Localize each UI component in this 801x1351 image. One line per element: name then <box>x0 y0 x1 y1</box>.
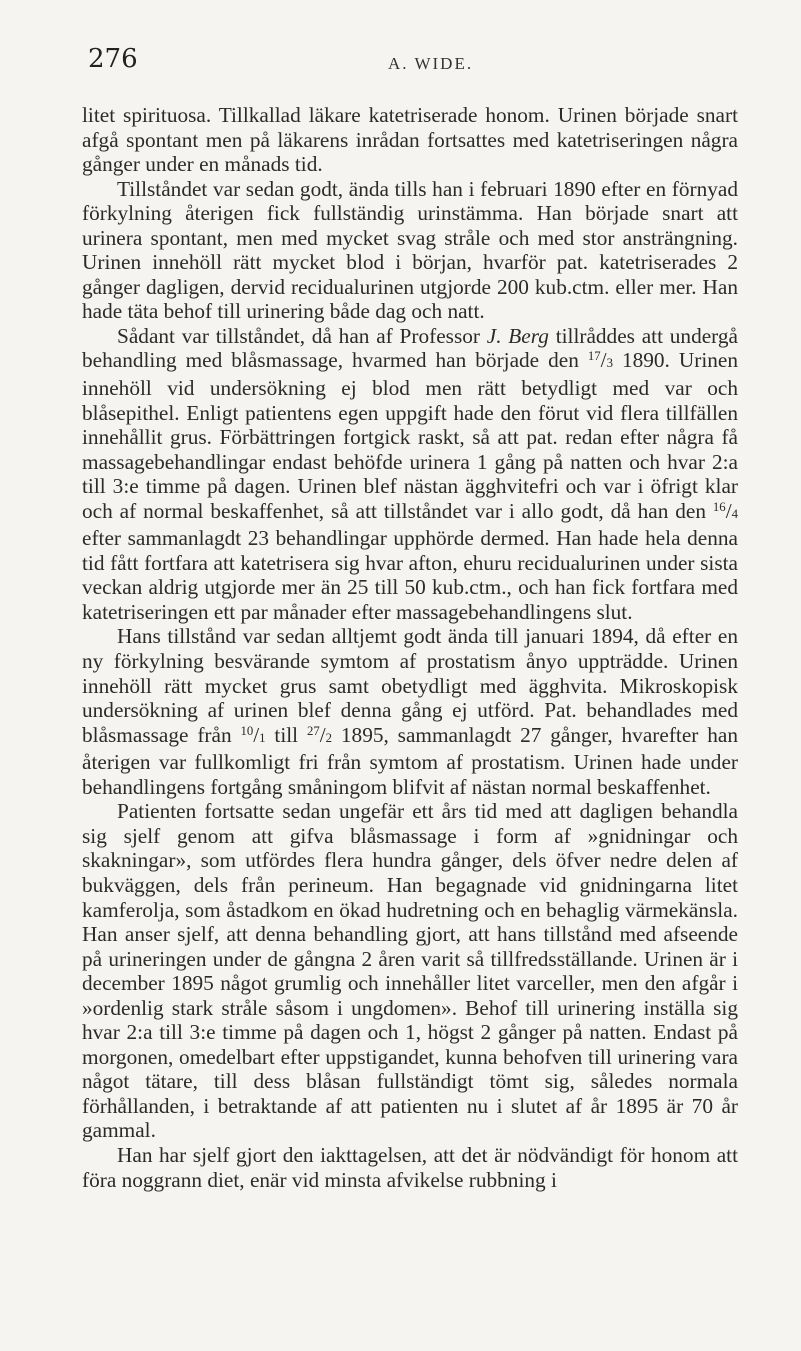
fraction-denominator: 3 <box>606 356 613 371</box>
text-run: litet spirituosa. Tillkallad läkare katetriserade honom. Urinen började snart afgå spontant men på läkarens inrådan fortsattes med katetriseringen några gånger under en månads tid. <box>82 103 738 177</box>
italic-name: J. Berg <box>486 323 549 348</box>
paragraph <box>82 103 738 177</box>
text-run: Patienten fortsatte sedan ungefär ett års tid med att dagligen behandla sig sjelf genom att gifva blåsmassage i form af »gnidningar och skakningar», som utfördes flera hundra gånger, dels öfver nedre delen af bukväggen, dels från perineum. Han begagnade vid gnidningarna litet kamferolja, som åstadkom en ökad hudretning och en behaglig värmekänsla. Han anser sjelf, att denna behandling gjort, att hans tillstånd med afseende på urineringen under de gångna 2 åren varit så tillfredsställande. Urinen är i december 1895 något grumlig och innehåller litet varceller, men den afgår i »ordenlig stark stråle såsom i ungdomen». Behof till urinering inställa sig hvar 2:a till 3:e timme på dagen och 1, högst 2 gånger på natten. Endast på morgonen, omedelbart efter uppstigandet, kunna behofven till urinering vara något tätare, till dess blåsan fullständigt tömt sig, således normala förhållanden, i betraktande af att patienten nu i slutet af år 1895 är 70 år gammal. <box>82 799 738 1143</box>
fraction-denominator: 2 <box>325 730 333 745</box>
paragraph <box>82 624 738 799</box>
paragraph <box>82 324 738 625</box>
fraction-denominator: 1 <box>259 730 266 745</box>
text-run: 1895, sammanlagdt 27 gånger, hvarefter han återigen var fullkomligt fri från symtom af prostatism. Urinen hade under behandlingens fortgång småningom blifvit af nästan normal beskaffenhet. <box>82 722 738 799</box>
text-run: Tillståndet var sedan godt, ända tills han i februari 1890 efter en förnyad förkylning återigen fick fullständig urinstämma. Han började snart att urinera spontant, men med mycket svag stråle och med stor ansträngning. Urinen innehöll rätt mycket blod i början, hvarför pat. katetriserades 2 gånger dagligen, dervid recidualurinen utgjorde 200 kub.ctm. eller mer. Han hade täta behof till urinering både dag och natt. <box>82 176 738 324</box>
fraction-numerator: 10 <box>240 723 254 738</box>
page-header <box>88 44 718 84</box>
date-fraction: $^{16}$/4 <box>712 498 738 523</box>
paragraph <box>82 799 738 1143</box>
text-run: tillråddes att undergå behandling med blåsmassage, hvarmed han började den <box>82 323 738 373</box>
fraction-denominator: 4 <box>731 506 738 521</box>
text-run: Han har sjelf gjort den iakttagelsen, att det är nödvändigt för honom att föra noggrann diet, enär vid minsta afvikelse rubbning i <box>82 1142 738 1192</box>
running-head: A. WIDE. <box>388 54 474 73</box>
page-number: 276 <box>88 44 138 74</box>
fraction-numerator: 27 <box>306 723 320 738</box>
text-run: 1890. Urinen innehöll vid undersökning ej blod men rätt betydligt med var och blåsepithel. Enligt patientens egen uppgift hade den förut vid flera tillfällen innehållit grus. Förbättringen fortgick raskt, så att pat. redan efter några få massagebehandlingar endast behöfde urinera 1 gång på natten och hvar 2:a till 3:e timme på dagen. Urinen blef nästan ägghvitefri och var i öfrigt klar och af normal beskaffenhet, så att tillståndet var i allo godt, då han den <box>82 348 738 523</box>
text-run: efter sammanlagdt 23 behandlingar upphörde dermed. Han hade hela denna tid fått fortfara att katetrisera sig hvar afton, ehuru recidualurinen under sista veckan aldrig utgjorde mer än 25 till 50 kub.ctm., och han fick fortfara med katetriseringen ett par månader efter massagebehandlingens slut. <box>82 526 738 624</box>
text-run: Hans tillstånd var sedan alltjemt godt ända till januari 1894, då efter en ny förkylning besvärande symtom af prostatism ånyo uppträdde. Urinen innehöll rätt mycket grus samt obetydligt med ägghvita. Mikroskopisk undersökning af urinen blef denna gång ej utförd. Pat. behandlades med blåsmassage från <box>82 624 738 747</box>
text-run: till <box>265 722 307 747</box>
date-fraction: $^{10}$/1 <box>240 722 266 747</box>
body-text <box>82 103 738 1192</box>
paragraph <box>82 1143 738 1192</box>
date-fraction: $^{17}$/3 <box>587 348 613 373</box>
fraction-numerator: 17 <box>587 349 601 364</box>
paragraph <box>82 177 738 324</box>
fraction-numerator: 16 <box>712 499 726 514</box>
text-run: Sådant var tillståndet, då han af Professor <box>117 323 487 348</box>
date-fraction: $^{27}$/2 <box>306 722 333 747</box>
